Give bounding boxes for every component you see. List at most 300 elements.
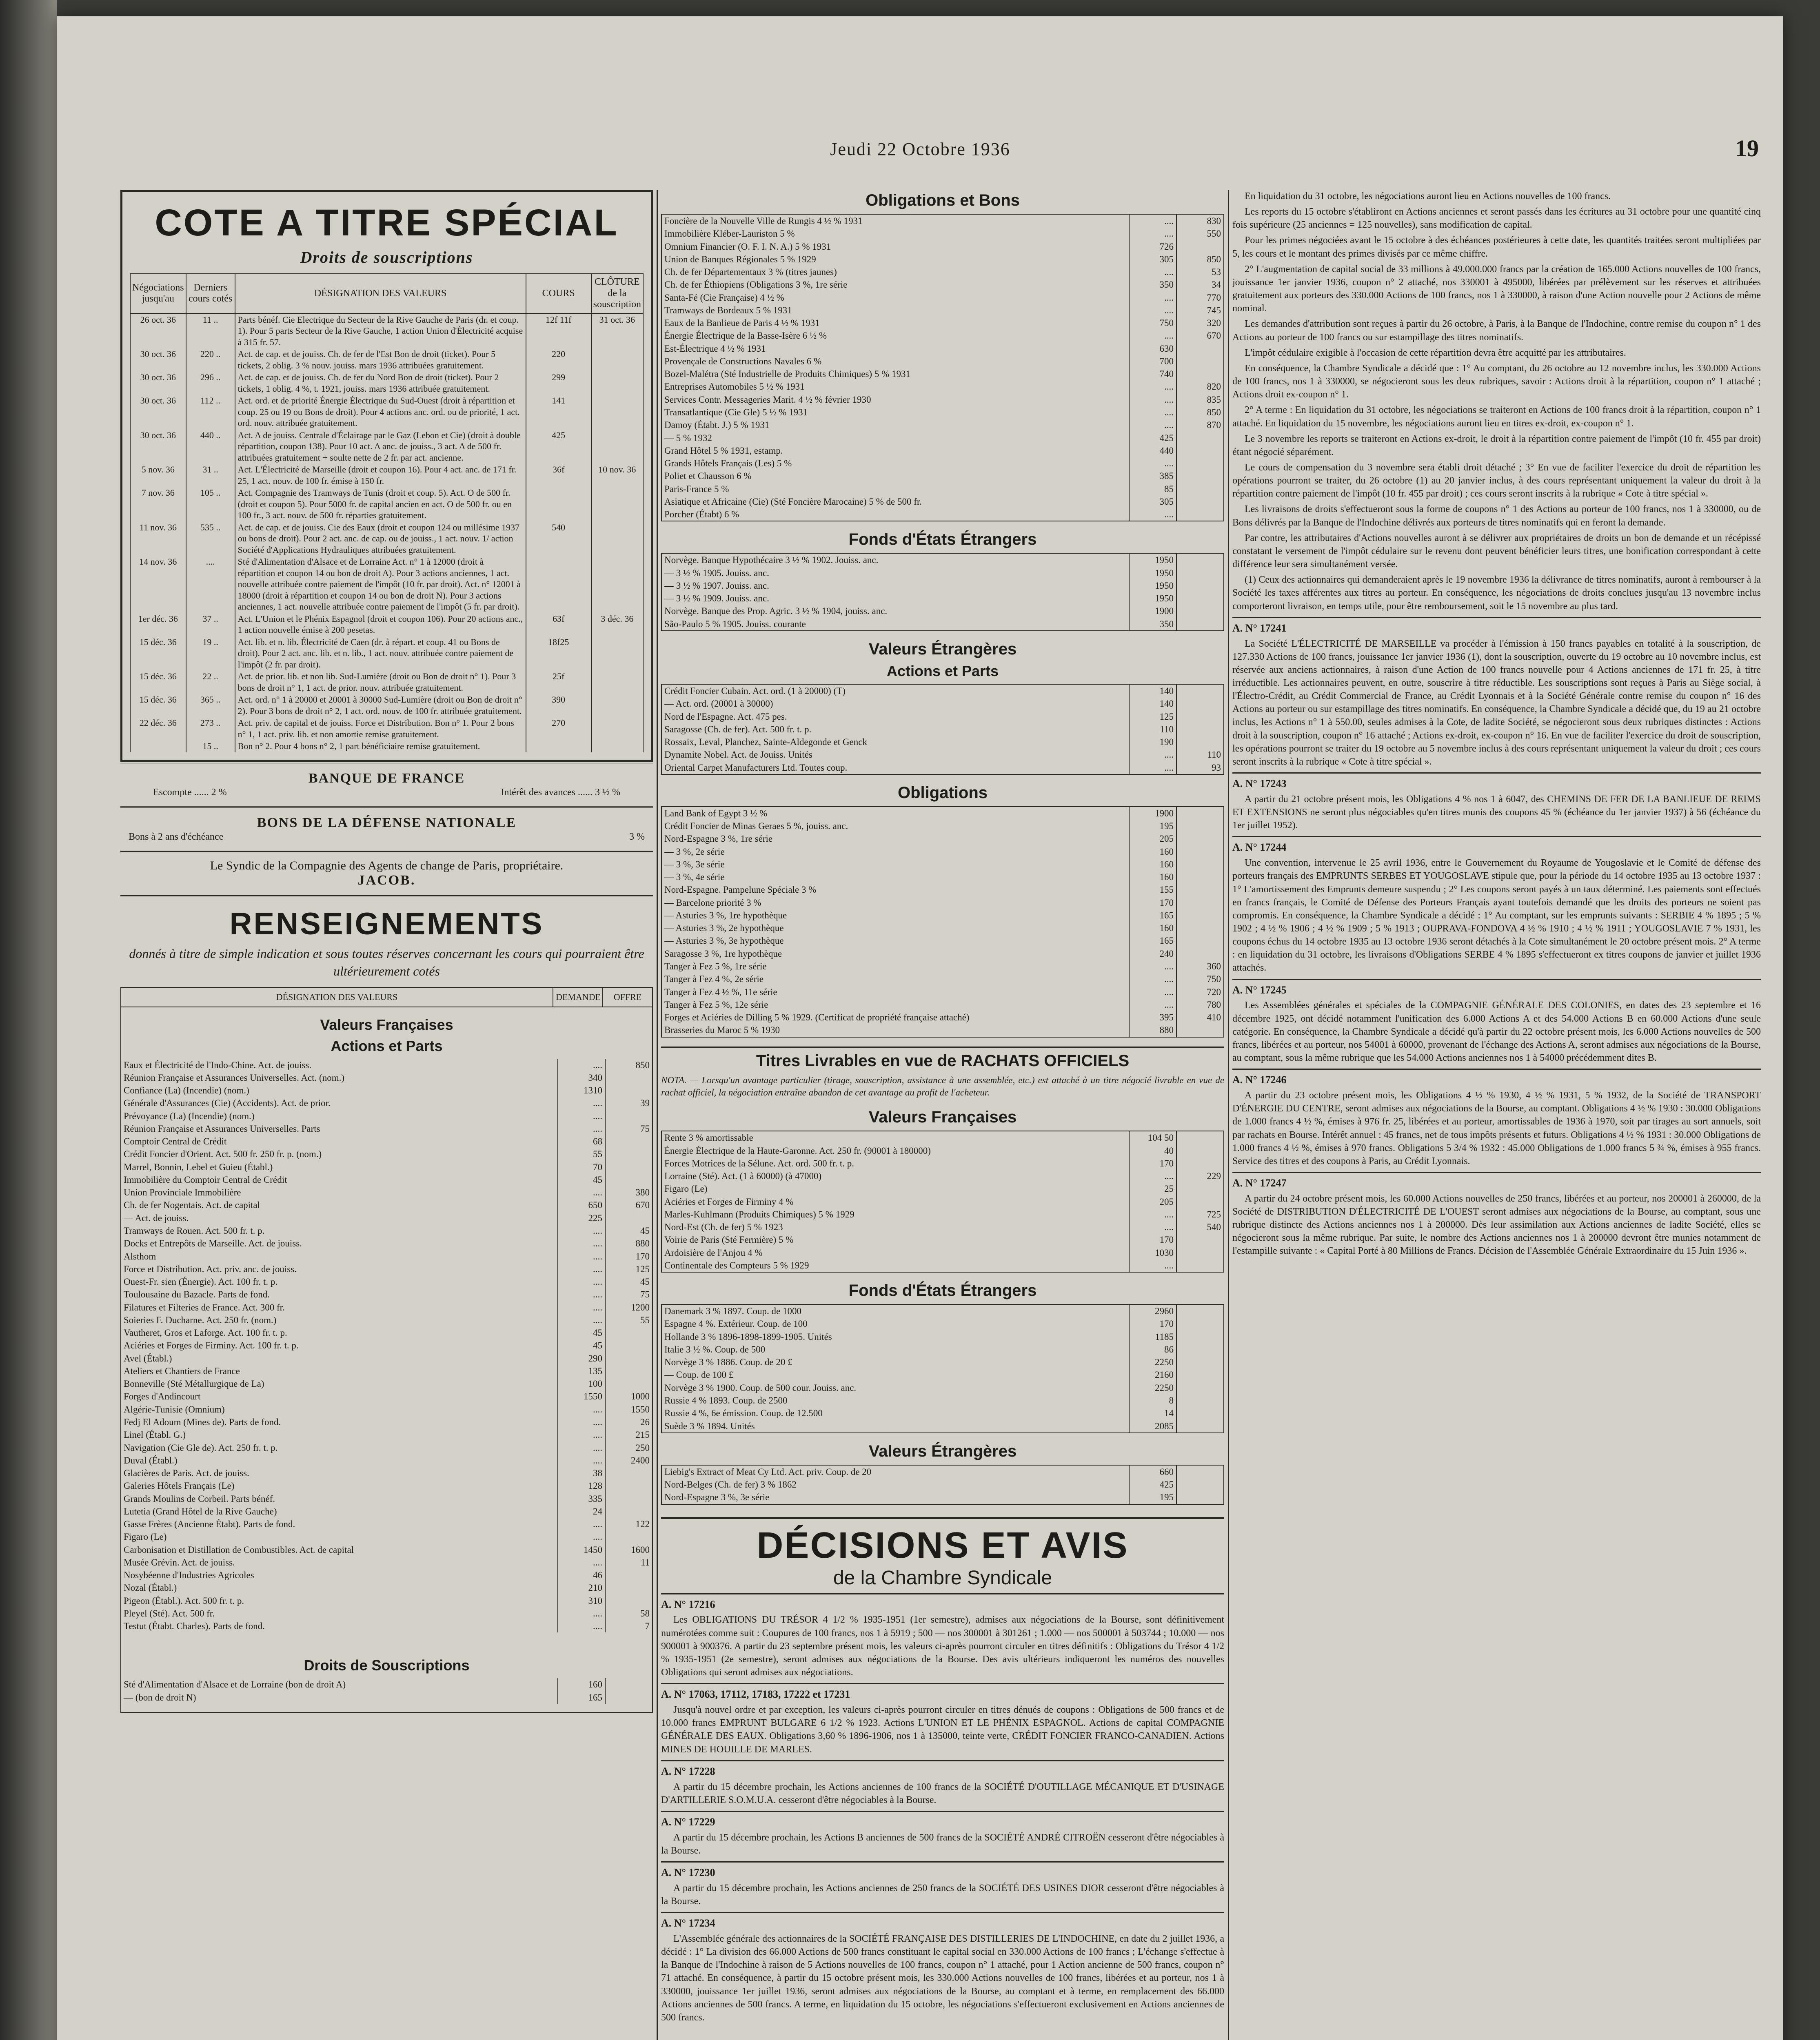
list-item [662,1305,1223,1317]
item-name: Union de Banques Régionales 5 % 1929 [664,254,816,264]
item-value: 45 [557,1173,605,1186]
column-rule [1228,190,1229,2040]
cell-cloture [591,487,643,521]
list-item [662,748,1223,761]
item-value [1176,508,1223,521]
item-value [1176,1491,1223,1503]
cell-designation: Act. de cap. et de jouiss. Ch. de fer de l'Est Bon de droit (ticket). Pour 5 tickets, 2 oblig. 3 % nouv. jouiss. mars 1936 attribuées gratuitement. [235,348,526,371]
list-item [662,723,1223,736]
avis-ref: A. N° 17245 [1232,979,1761,998]
rachats-note: NOTA. — Lorsqu'un avantage particulier (tirage, souscription, assistance à une assemblée, etc.) est attaché à un titre négocié livrable en vue de rachat officiel, la négociation entraîne abandon de cet avantage au profit de l'acheteur. [661,1075,1224,1098]
cell-date: 26 oct. 36 [130,313,186,348]
list-item [121,1479,652,1492]
cell-designation: Act. L'Électricité de Marseille (droit et coupon 16). Pour 4 act. anc. de 171 fr. 25, 1 act. nouv. de 100 fr. émise à 150 fr. [235,463,526,487]
item-value: 25 [1129,1182,1176,1195]
item-value: 670 [1176,329,1223,342]
item-value: .... [1129,1259,1176,1272]
cell-designation: Act. lib. et n. lib. Électricité de Caen (dr. à répart. et coup. 41 ou Bons de droit). Pour 2 act. anc. lib. et n. lib., 1 act. nouv. attribuée contre paiement de l'impôt (2 fr. par droit). [235,636,526,671]
list-item [121,1071,652,1084]
item-name: Bonneville (Sté Métallurgique de La) [124,1379,264,1389]
item-value: 880 [1129,1024,1176,1036]
decisions-subtitle: de la Chambre Syndicale [833,1567,1052,1589]
valeurs-etrangeres-list [661,684,1224,775]
item-value: .... [1129,1170,1176,1182]
list-item [662,697,1223,710]
cell-designation: Act. ord. n° 1 à 20000 et 20001 à 30000 Sud-Lumière (droit ou Bon de droit n° 2). Pour 3 bons de droit n° 2, 1 act. ord. nouv. de 100 fr. attribuée gratuitement. [235,694,526,717]
item-name: Nord-Belges (Ch. de fer) 3 % 1862 [664,1479,797,1490]
item-value: 305 [1129,253,1176,266]
col-header: DÉSIGNATION DES VALEURS [276,991,398,1002]
paragraph: L'impôt cédulaire exigible à l'occasion de cette répartition devra être acquitté par les attributaires. [1245,347,1626,358]
column-rule [657,190,658,2040]
item-value: .... [1129,998,1176,1011]
item-name: Norvège 3 % 1886. Coup. de 20 £ [664,1357,792,1368]
item-value [605,1161,652,1173]
item-value: 1550 [557,1390,605,1403]
cell-cours [526,740,591,752]
item-value [1176,1466,1223,1478]
list-item [121,1110,652,1122]
paragraph: Par contre, les attributaires d'Actions nouvelles auront à se délivrer aux propriétaires de droits un bon de demande et un récépissé constatant le versement de l'impôt cédulaire sur le revenu dont peuvent bénéficier leurs titres, une bonification correspondant à cette différence leur sera simultanément versée. [1232,532,1761,570]
item-value [1176,1330,1223,1343]
item-value: 170 [1129,1317,1176,1330]
item-value: .... [557,1518,605,1530]
item-name: — 3 %, 3e série [664,859,725,869]
item-name: Ardoisière de l'Anjou 4 % [664,1247,763,1258]
item-name: Russie 4 % 1893. Coup. de 2500 [664,1395,788,1406]
cell-designation: Act. ord. et de priorité Énergie Électrique du Sud-Ouest (droit à répartition et coup. 25 ou 19 ou Bons de droit). Pour 4 actions anc. ord. ou de priorité, 1 act. ord. nouv. attribuée gratuitement. [235,395,526,429]
list-item [662,986,1223,998]
item-value [1176,947,1223,960]
item-value: 550 [1176,227,1223,240]
list-item [121,1199,652,1211]
item-value [1176,1368,1223,1381]
item-name: — 3 ½ % 1907. Jouiss. anc. [664,580,769,591]
item-name: Filatures et Filteries de France. Act. 300 fr. [124,1302,285,1313]
cell-cloture [591,429,643,464]
item-value: 425 [1129,432,1176,444]
item-name: Est-Électrique 4 ½ % 1931 [664,343,766,354]
col-header: DÉSIGNATION DES VALEURS [235,274,526,313]
page-date: Jeudi 22 Octobre 1936 [830,139,1010,159]
item-name: Provençale de Constructions Navales 6 % [664,356,822,366]
item-value [1176,605,1223,617]
item-value: 225 [557,1212,605,1224]
avances-label: Intérêt des avances [501,787,575,798]
item-name: Eaux de la Banlieue de Paris 4 ½ % 1931 [664,318,820,328]
item-value: 425 [1129,1478,1176,1491]
avis-text: Une convention, intervenue le 25 avril 1936, entre le Gouvernement du Royaume de Yougoslavie et le Comité de défense des porteurs français des EMPRUNTS SERBES ET YOUGOSLAVE stipule que, pour la période du 14 octobre 1935 au 13 octobre 1937 : 1° L'amortissement des Emprunts demeure suspendu ; 2° Les coupons seront payés à un taux déterminé. Les paiements sont effectués en francs français, le Comité de Défense des Porteurs Français ayant toutefois demandé que les droits des porteurs ne soient pas compromis. En conséquence, la Chambre Syndicale a décidé : 1° Au comptant, sur les emprunts suivants : SERBIE 4 % 1895 ; 5 % 1902 ; 4 ½ % 1906 ; 4 ½ % 1909 ; 5 % 1913 ; OUPRAVA-FONDOVA 4 ½ % 1910 ; 4 ½ % 1911 ; YOUGOSLAVIE 7 % 1931, les coupons échus du 14 octobre 1935 au 13 octobre 1936 seront détachés à la Cote simultanément le 20 octobre présent mois. 2° A terme : en liquidation du 31 octobre, les livraisons d'Obligations SERBE 4 % 1895 s'effectueront ex titres coupons de janvier et juillet 1936 attachés. [1232,858,1761,973]
list-item [121,1122,652,1135]
item-value [1176,1343,1223,1356]
list-item [662,845,1223,858]
item-value: 1600 [605,1543,652,1556]
item-name: Générale d'Assurances (Cie) (Accidents). Act. de prior. [124,1098,331,1109]
list-item [662,947,1223,960]
item-name: Norvège. Banque Hypothécaire 3 ½ % 1902. Jouiss. anc. [664,555,879,565]
list-item [121,1428,652,1441]
item-value: .... [1129,761,1176,774]
item-value: .... [557,1263,605,1275]
item-value: 850 [1176,406,1223,419]
item-value: 45 [557,1339,605,1352]
obligations-heading: Obligations [898,783,988,802]
list-item [662,1144,1223,1157]
item-value: 135 [557,1365,605,1377]
item-value: .... [1129,304,1176,317]
item-name: Santa-Fé (Cie Française) 4 ½ % [664,292,784,303]
fonds-etats-heading: Fonds d'États Étrangers [848,530,1037,549]
column-middle [661,190,1224,2027]
item-name: — Coup. de 100 £ [664,1370,734,1380]
item-value [1176,1420,1223,1432]
avis-ref: A. N° 17229 [661,1811,1224,1829]
cell-cours: 141 [526,395,591,429]
cell-date: 15 déc. 36 [130,670,186,694]
item-value [1176,896,1223,909]
item-value: 1000 [605,1390,652,1403]
valeurs-etrangeres-heading: Valeurs Étrangères [868,640,1017,658]
syndic-notice [120,851,653,896]
list-item [121,1691,652,1704]
cell-cloture: 10 nov. 36 [591,463,643,487]
list-item [121,1556,652,1569]
item-name: Entreprises Automobiles 5 ½ % 1931 [664,381,805,392]
item-value: .... [557,1556,605,1569]
item-value: 340 [557,1071,605,1084]
avis-ref: A. N° 17241 [1232,617,1761,636]
item-name: Oriental Carpet Manufacturers Ltd. Toutes coup. [664,762,848,773]
list-item [662,567,1223,579]
avis-ref: A. N° 17063, 17112, 17183, 17222 et 17231 [661,1683,1224,1702]
item-value: 53 [1176,266,1223,278]
item-name: Liebig's Extract of Meat Cy Ltd. Act. priv. Coup. de 20 [664,1466,872,1477]
item-value: .... [1129,380,1176,393]
avis-text: A partir du 23 octobre présent mois, les Obligations 4 ½ % 1930, 4 ½ % 1931, 5 % 1932, de la Société de TRANSPORT D'ÉNERGIE DU CENTRE, seront admises aux négociations de la Bourse, au comptant. Obligations 4 ½ % 1930 : 30.000 Obligations de 1.000 francs 4 ½ %, émises à 976 fr. 25, libérées et au porteur, amortissables de 1936 à 1970, soit par tirages au sort annuels, soit par rachats en Bourse. Intérêt annuel : 45 francs, net de tous impôts présents et futurs. Obligations 4 ½ % 1931 : 30.000 Obligations de 1.000 francs 4 ½ %, émises à 970 francs. Obligations 5 3/4 % 1932 : 45.000 Obligations de 1.000 francs 5 ¾ %, émises à 955 francs. Service des titres et des coupons à Paris, au Crédit Lyonnais. [1232,1090,1761,1166]
avis-text: A partir du 15 décembre prochain, les Actions anciennes de 250 francs de la SOCIÉTÉ DES USINES DIOR cesseront d'être négociables à la Bourse. [661,1883,1224,1907]
item-name: Vautheret, Gros et Laforge. Act. 100 fr. t. p. [124,1328,287,1338]
item-value: 104 50 [1129,1131,1176,1144]
item-name: Crédit Foncier d'Orient. Act. 500 fr. 250 fr. p. (nom.) [124,1149,322,1160]
item-name: Marles-Kuhlmann (Produits Chimiques) 5 % 1929 [664,1209,855,1220]
item-value: 125 [1129,710,1176,723]
item-value: 2250 [1129,1356,1176,1368]
item-name: Nosybéenne d'Industries Agricoles [124,1570,254,1581]
list-item [662,761,1223,774]
item-value: .... [557,1224,605,1237]
item-name: Continentale des Compteurs 5 % 1929 [664,1260,809,1271]
list-item [121,1135,652,1148]
item-value: 58 [605,1607,652,1620]
list-item [662,227,1223,240]
list-item [662,483,1223,495]
list-item [121,1581,652,1594]
item-value: 820 [1176,380,1223,393]
cell-cours: 390 [526,694,591,717]
avis-text: A partir du 21 octobre présent mois, les Obligations 4 % nos 1 à 6047, des CHEMINS DE FER DE LA BANLIEUE DE REIMS ET EXTENSIONS ne seront plus négociables qu'en titres munis des coupons 45 % (échéance du 1er janvier 1937) à 56 (échéance du 1er juillet 1952). [1232,794,1761,831]
paragraph: Pour les primes négociées avant le 15 octobre à des échéances postérieures à cette date, les quantités traitées seront multipliées par 5, les cours et le montant des primes divisés par ce même chiffre. [1232,235,1761,259]
item-value: .... [557,1186,605,1199]
item-value: 160 [1129,922,1176,934]
list-item [662,495,1223,508]
avis-text: La Société L'ÉLECTRICITÉ DE MARSEILLE va procéder à l'émission à 150 francs payables en totalité à la souscription, de 127.330 Actions de 100 francs, jouissance 1er janvier 1936 (1), dont la souscription, ouverte du 19 octobre au 10 novembre inclus, est réservée aux anciens actionnaires, à raison d'une Action de 100 francs nouvelle pour 4 Actions anciennes de 171 fr. 25, à titre irréductible. Les actionnaires peuvent, en outre, souscrire à titre réductible. Les souscriptions sont reçues à Paris au Siège social, à l'Électro-Crédit, au Crédit Commercial de France, au Crédit Lyonnais et à la Société Générale contre remise du coupon n° 16 des Actions au porteur ou sur estampillage des titres nominatifs. En conséquence, la Chambre Syndicale a décidé que, du 19 au 21 octobre inclus, les Actions n° 1 à 550.00, seules admises à la Cote, de ladite Société, se négocieront sous deux rubriques distinctes : Actions droit à la souscription, coupon n° 16 attaché ; Actions ex-droit, ex-coupon n° 16. En vue de faciliter l'exercice du droit de souscription, les opérations pourront se traiter du 19 octobre au 5 novembre inclus à des cours représentant uniquement la valeur du droit ; ces cours seront inscrits à la rubrique « Cote à titre spécial ». [1232,638,1761,767]
item-name: Navigation (Cie Gle de). Act. 250 fr. t. p. [124,1442,278,1453]
valeurs-francaises-list [661,1131,1224,1273]
item-name: Grands Moulins de Corbeil. Parts bénéf. [124,1493,275,1504]
cell-last: 220 .. [186,348,235,371]
item-value: 170 [1129,1233,1176,1246]
item-name: Nord-Espagne. Pampelune Spéciale 3 % [664,885,817,895]
cell-cours: 299 [526,371,591,395]
item-value: .... [1129,457,1176,470]
list-item [121,1237,652,1250]
item-value: 170 [605,1250,652,1263]
avis-ref: A. N° 17234 [661,1912,1224,1931]
avis-list [1232,617,1761,1258]
list-item [662,1233,1223,1246]
item-name: Galeries Hôtels Français (Le) [124,1481,235,1491]
item-name: Nord-Espagne 3 %, 1re série [664,834,773,844]
item-name: Ouest-Fr. sien (Énergie). Act. 100 fr. t. p. [124,1277,278,1287]
list-item [121,1365,652,1377]
avis-text: Jusqu'à nouvel ordre et par exception, les valeurs ci-après pourront circuler en titres dénués de coupons : Obligations de 500 francs et de 10.000 francs EMPRUNT BULGARE 6 1/2 % 1923. Actions L'UNION ET LE PHÉNIX ESPAGNOL. Actions de capital COMPAGNIE GÉNÉRALE DES EAUX. Obligations 3,60 % 1896-1906, nos 1 à 135000, teinte verte, CRÉDIT FONCIER FRANCO-CANADIEN. Actions MINES DE HOUILLE DE MARLES. [661,1705,1224,1755]
cell-date: 15 déc. 36 [130,694,186,717]
decisions-title: DÉCISIONS ET AVIS [757,1525,1129,1566]
item-value: 750 [1176,973,1223,985]
item-value [1176,579,1223,592]
banque-title: BANQUE DE FRANCE [308,770,465,786]
item-value [605,1326,652,1339]
item-value [1176,1356,1223,1368]
item-value [1176,618,1223,630]
item-value [1176,736,1223,748]
item-value: 310 [557,1594,605,1607]
list-item [662,304,1223,317]
item-name: Testut (Étabt. Charles). Parts de fond. [124,1621,265,1632]
list-item [662,1011,1223,1024]
obligations-list [661,806,1224,1038]
item-value [1176,807,1223,820]
item-value: 205 [1129,832,1176,845]
cell-designation: Parts bénéf. Cie Electrique du Secteur de la Rive Gauche de Paris (dr. et coup. 1). Pour 5 parts Secteur de la Rive Gauche, 1 action Union d'Électricité acquise à 315 fr. 57. [235,313,526,348]
cell-designation: Sté d'Alimentation d'Alsace et de Lorraine Act. n° 1 à 12000 (droit à répartition et coupon 14 ou bon de droit A). Pour 3 actions anciennes, 1 act. nouvelle attribuée contre paiement de l'impôt (10 fr. par droit). Act. n° 12001 à 18000 (droit à répartition et coupon 14 ou bon de droit N). Pour 3 actions anciennes, 1 act. nouvelle attribuée contre paiement de l'impôt (5 fr. par droit). [235,556,526,613]
item-value: 160 [1129,845,1176,858]
item-value: .... [557,1097,605,1109]
item-value: .... [557,1403,605,1416]
item-name: Force et Distribution. Act. priv. anc. de jouiss. [124,1264,297,1274]
cell-last: 273 .. [186,717,235,740]
item-value: .... [557,1301,605,1314]
item-value: 165 [557,1691,605,1704]
obligations-bons-heading: Obligations et Bons [866,191,1020,209]
item-name: Norvège. Banque des Prop. Agric. 3 ½ % 1904, jouiss. anc. [664,606,888,616]
list-item [662,896,1223,909]
paragraph: Les demandes d'attribution sont reçues à partir du 26 octobre, à Paris, à la Banque de l'Indochine, contre remise du coupon n° 1 des Actions au porteur de 100 francs ou sur estampillage des titres nominatifs. [1232,319,1761,343]
item-value [605,1467,652,1479]
page-header [57,135,1783,175]
item-name: Tramways de Rouen. Act. 500 fr. t. p. [124,1225,265,1236]
item-value: .... [557,1059,605,1071]
item-value: .... [557,1288,605,1301]
list-item [662,922,1223,934]
avis-list [661,1593,1224,2024]
column-right [1232,190,1761,1260]
item-value: 1900 [1129,605,1176,617]
item-name: Forges d'Andincourt [124,1391,201,1402]
item-name: Lorraine (Sté). Act. (1 à 60000) (à 47000) [664,1171,822,1182]
list-item [121,1224,652,1237]
cell-last: 37 .. [186,613,235,636]
avis-ref: A. N° 17230 [661,1861,1224,1880]
list-item [121,1314,652,1326]
renseignements-intro: donnés à titre de simple indication et sous toutes réserves concernant les cours qui pourraient être ultérieurement cotés [129,946,644,979]
cell-date: 7 nov. 36 [130,487,186,521]
item-value: .... [557,1620,605,1632]
item-value: 39 [605,1097,652,1109]
avis-ref: A. N° 17247 [1232,1172,1761,1191]
droits-heading: Droits de Souscriptions [304,1657,470,1674]
item-value: 122 [605,1518,652,1530]
paragraph: (1) Ceux des actionnaires qui demanderaient après le 19 novembre 1936 la délivrance de titres nominatifs, auront à rembourser à la Société les taxes afférentes aux titres au porteur. En conséquence, les négociations de droits conclues jusqu'au 13 novembre inclus comporteront livraison, en temps utile, pour être remboursement, soit le 15 novembre au plus tard. [1232,574,1761,612]
item-value: 870 [1176,419,1223,431]
item-value [1176,355,1223,368]
list-item [662,1195,1223,1208]
list-item [662,215,1223,227]
list-item [662,406,1223,419]
item-value [605,1594,652,1607]
cell-last: 535 .. [186,521,235,556]
list-item [662,883,1223,896]
item-value [1176,554,1223,566]
list-item [662,291,1223,304]
item-value [1176,592,1223,605]
cell-date: 30 oct. 36 [130,429,186,464]
cell-last: 440 .. [186,429,235,464]
cell-cloture [591,521,643,556]
item-value: 26 [605,1416,652,1428]
item-name: Services Contr. Messageries Marit. 4 ½ % février 1930 [664,394,871,405]
item-value: .... [557,1454,605,1467]
item-value: 2960 [1129,1305,1176,1317]
item-value: .... [1129,215,1176,227]
item-name: Aciéries et Forges de Firminy. Act. 100 fr. t. p. [124,1340,299,1351]
item-value: 229 [1176,1170,1223,1182]
item-value [1176,368,1223,380]
list-item [662,457,1223,470]
item-name: Pigeon (Établ.). Act. 500 fr. t. p. [124,1595,244,1606]
list-item [121,1263,652,1275]
item-value [1176,240,1223,253]
list-item [121,1441,652,1454]
item-value: 8 [1129,1394,1176,1407]
cell-designation: Act. priv. de capital et de jouiss. Force et Distribution. Bon n° 1. Pour 2 bons n° 1, 1 act. priv. lib. et non amortie remise gratuitement. [235,717,526,740]
item-value: 215 [605,1428,652,1441]
list-item [662,508,1223,521]
list-item [662,444,1223,457]
item-value: 1200 [605,1301,652,1314]
list-item [121,1620,652,1632]
valeurs-etrangeres-list-2 [661,1465,1224,1505]
item-value: .... [557,1250,605,1263]
cell-cours: 540 [526,521,591,556]
list-item [121,1505,652,1518]
cote-subtitle: Droits de souscriptions [300,248,473,266]
list-item [121,1173,652,1186]
item-name: Forces Motrices de la Sélune. Act. ord. 500 fr. t. p. [664,1158,855,1169]
list-item [121,1530,652,1543]
item-name: Forges et Aciéries de Dilling 5 % 1929. (Certificat de propriété française attaché) [664,1012,970,1023]
cell-cours: 63f [526,613,591,636]
item-value: 850 [1176,253,1223,266]
cell-date: 14 nov. 36 [130,556,186,613]
list-item [662,240,1223,253]
list-item [121,1467,652,1479]
item-value: 650 [557,1199,605,1211]
item-value: 55 [557,1148,605,1160]
item-value: .... [1129,266,1176,278]
escompte-label: Escompte [153,787,192,798]
cell-cours: 220 [526,348,591,371]
item-value: 670 [605,1199,652,1211]
item-value [1176,697,1223,710]
item-value: 11 [605,1556,652,1569]
list-item [662,1407,1223,1419]
valeurs-etrangeres-heading-2: Valeurs Étrangères [868,1442,1017,1460]
item-value [1176,922,1223,934]
cell-cloture [591,371,643,395]
item-name: — 3 %, 2e série [664,846,725,857]
avis-text: Les OBLIGATIONS DU TRÉSOR 4 1/2 % 1935-1951 (1er semestre), admises aux négociations de la Bourse, sont définitivement numérotées comme suit : Coupures de 100 francs, nos 1 à 5919 ; 500 — nos 300001 à 301261 ; 1.000 — nos 500001 à 503744 ; 10.000 — nos 900001 à 900376. A partir du 23 septembre présent mois, les valeurs ci-après pourront circuler en titres définitifs : Obligations du Trésor 4 1/2 % 1935-1951 (2e semestre), seront admises aux négociations de la Bourse. Des avis ultérieurs indiqueront les numéros des nouvelles Obligations qui seront admises aux négociations. [661,1614,1224,1678]
list-item [662,1131,1223,1144]
item-name: Dynamite Nobel. Act. de Jouiss. Unités [664,749,812,760]
item-value [605,1339,652,1352]
list-item [662,1170,1223,1182]
avances-value: 3 ½ % [595,787,620,798]
item-name: Nozal (Établ.) [124,1583,177,1593]
item-value [1176,1394,1223,1407]
bons-title: BONS DE LA DÉFENSE NATIONALE [257,815,517,830]
item-value [605,1569,652,1581]
item-name: — 3 %, 4e série [664,872,725,883]
item-value [605,1173,652,1186]
cell-last: .... [186,556,235,613]
item-value: 205 [1129,1195,1176,1208]
list-item [662,1478,1223,1491]
item-value: 380 [605,1186,652,1199]
item-value [1176,470,1223,482]
item-value: .... [557,1416,605,1428]
cell-date: 11 nov. 36 [130,521,186,556]
item-value: 440 [1129,444,1176,457]
item-name: Tanger à Fez 4 %, 2e série [664,974,764,985]
table-row [130,395,643,429]
paragraph: 2° L'augmentation de capital social de 33 millions à 49.000.000 francs par la création de 165.000 Actions nouvelles de 100 francs, jouissance 1er janvier 1936, coupon n° 2 attaché, nos 330001 à 495000, libérées par prélèvement sur les réserves et attribuées gratuitement aux porteurs des 330.000 Actions de 100 francs, nos 1 à 330000, à raison d'une Action nouvelle pour 2 Actions de même nominal. [1232,264,1761,314]
avis-ref: A. N° 17244 [1232,836,1761,855]
list-item [662,1368,1223,1381]
cell-last: 19 .. [186,636,235,671]
item-name: Foncière de la Nouvelle Ville de Rungis 4 ½ % 1931 [664,216,863,226]
list-item [662,380,1223,393]
item-name: Union Provinciale Immobilière [124,1187,241,1198]
table-row [130,313,643,348]
item-value [1176,567,1223,579]
item-value: 68 [557,1135,605,1148]
item-value [1176,883,1223,896]
list-item [662,432,1223,444]
list-item [662,1221,1223,1233]
list-item [662,685,1223,697]
cell-last: 105 .. [186,487,235,521]
